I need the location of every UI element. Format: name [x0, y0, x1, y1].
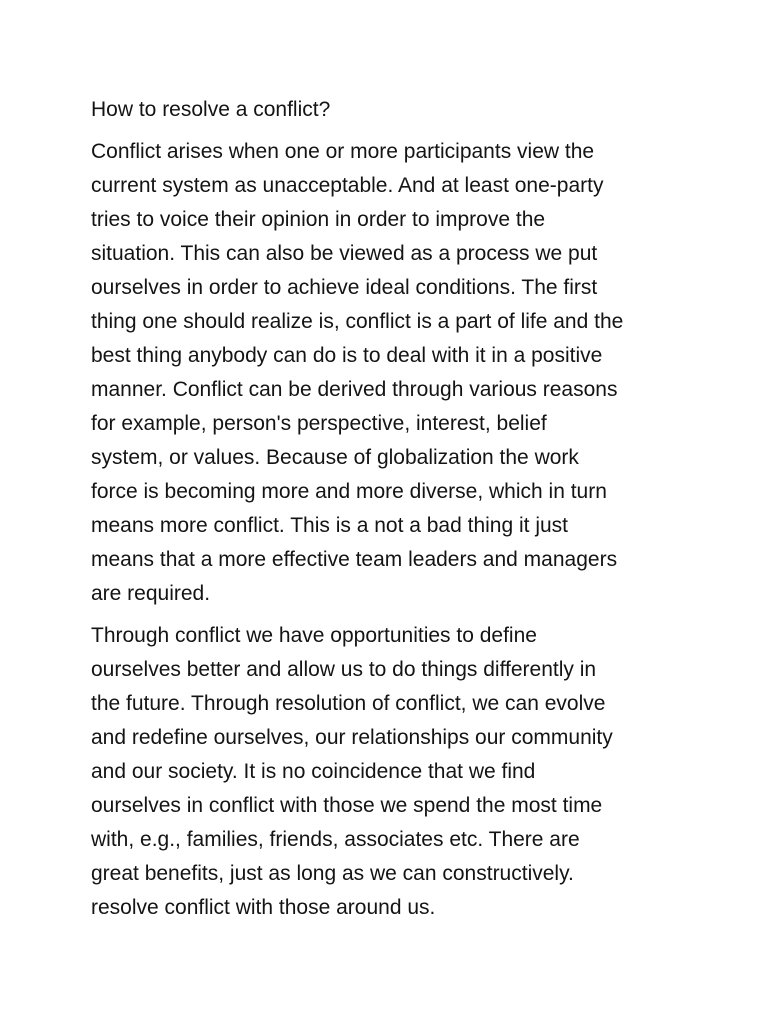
text-line: tries to voice their opinion in order to improve the	[91, 208, 546, 231]
text-line: ourselves better and allow us to do things differently in	[91, 658, 597, 681]
document-body	[91, 93, 691, 933]
text-line: Through conflict we have opportunities to define	[91, 624, 537, 647]
text-line: great benefits, just as long as we can constructively.	[91, 862, 574, 885]
text-line: with, e.g., families, friends, associates etc. There are	[91, 828, 580, 851]
text-line: ourselves in conflict with those we spend the most time	[91, 794, 603, 817]
text-line: resolve conflict with those around us.	[91, 896, 436, 919]
text-line: system, or values. Because of globalization the work	[91, 446, 579, 469]
paragraph-1	[91, 135, 691, 611]
text-line: manner. Conflict can be derived through various reasons	[91, 378, 618, 401]
text-line: and our society. It is no coincidence that we find	[91, 760, 536, 783]
text-line: thing one should realize is, conflict is a part of life and the	[91, 310, 624, 333]
text-line: ourselves in order to achieve ideal conditions. The first	[91, 276, 598, 299]
text-line: are required.	[91, 582, 211, 605]
text-line: situation. This can also be viewed as a process we put	[91, 242, 598, 265]
text-line: current system as unacceptable. And at least one-party	[91, 174, 604, 197]
document-title: How to resolve a conflict?	[91, 98, 331, 121]
text-line: best thing anybody can do is to deal with it in a positive	[91, 344, 603, 367]
text-line: force is becoming more and more diverse, which in turn	[91, 480, 607, 503]
text-line: the future. Through resolution of conflict, we can evolve	[91, 692, 606, 715]
text-line: and redefine ourselves, our relationships our community	[91, 726, 613, 749]
text-line: for example, person's perspective, interest, belief	[91, 412, 547, 435]
paragraph-2	[91, 619, 691, 925]
text-line: means more conflict. This is a not a bad thing it just	[91, 514, 569, 537]
text-line: Conflict arises when one or more participants view the	[91, 140, 595, 163]
text-line: means that a more effective team leaders and managers	[91, 548, 618, 571]
